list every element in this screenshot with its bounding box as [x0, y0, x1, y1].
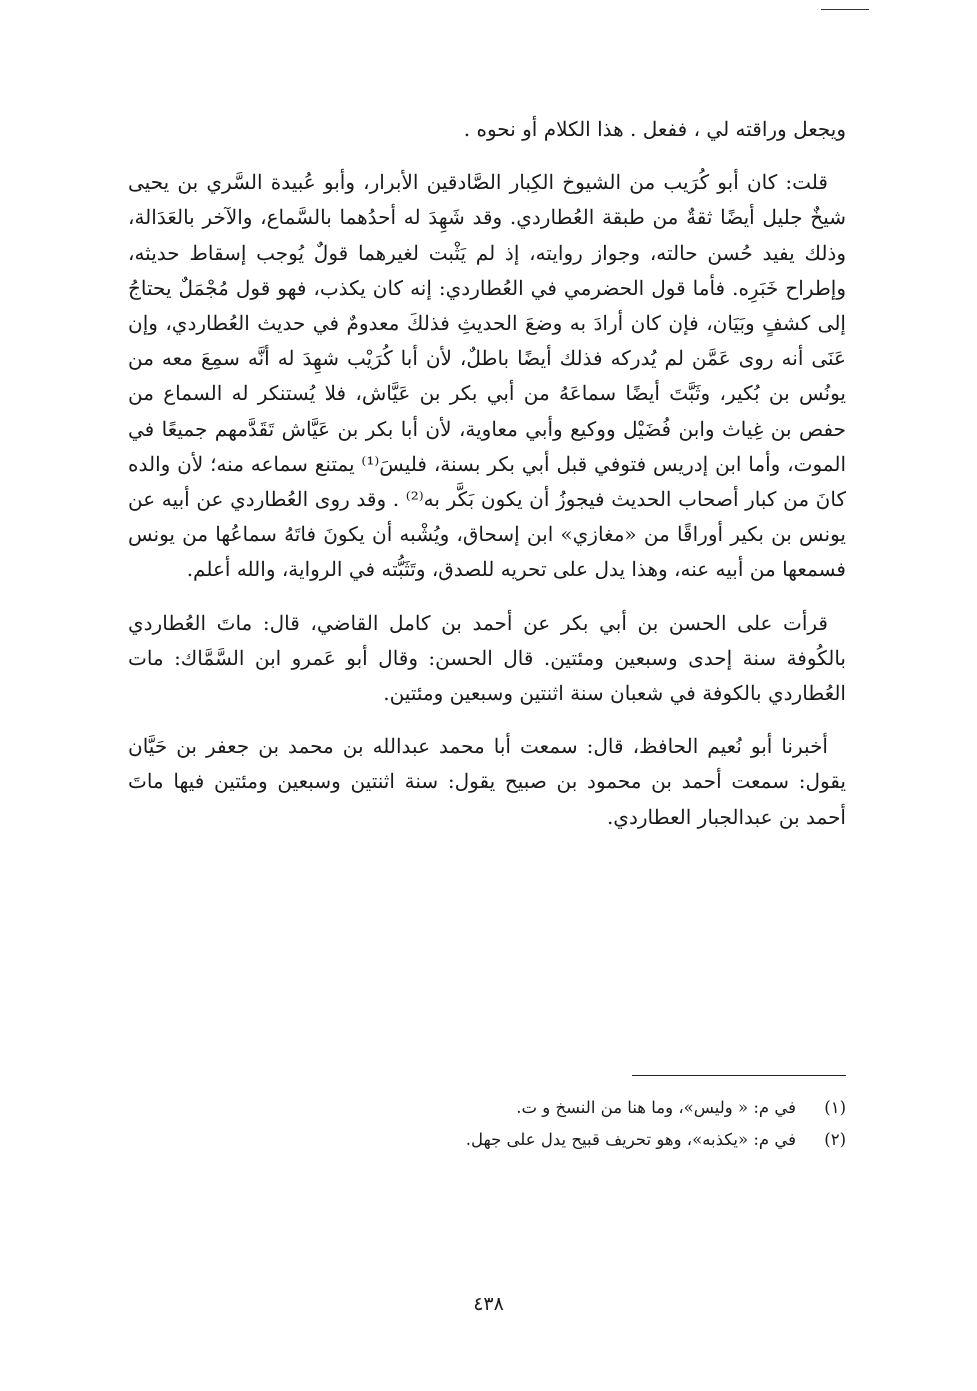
main-text [128, 112, 846, 853]
footnote-number: (٢) [824, 1130, 846, 1149]
paragraph-continuation: ويجعل وراقته لي ، ففعل . هذا الكلام أو نحوه . [463, 117, 846, 141]
header-rule [821, 9, 869, 10]
footnotes [128, 1092, 846, 1156]
page-number: ٤٣٨ [473, 1293, 504, 1315]
paragraph-commentary: قلت: كان أبو كُرَيب من الشيوخ الكِبار الصَّادقين الأبرار، وأبو عُبيدة السَّري بن يحيى شيخٌ جليل أيضًا ثقةٌ من طبقة العُطاردي. وقد شَهِدَ له أحدُهما بالسَّماع، والآخر بالعَدَالة، وذلك يفيد حُسن حالته، وجواز روايته، إذ لم يَثْبت لغيرهما قولٌ يُوجب إسقاط حديثه، وإطراح خَبَرِه. فأما قول الحضرمي في العُطاردي: إنه كان يكذب، فهو قول مُجْمَلٌ يحتاجُ إلى كشفٍ وبَيَان، فإن كان أرادَ به وضعَ الحديثِ فذلكَ معدومٌ في حديث العُطاردي، وإن عَنَى أنه روى عَمَّن لم يُدركه فذلك أيضًا باطلٌ، لأن أبا كُرَيْب شهِدَ له أنَّه سمِعَ معه من يونُس بن بُكير، وثَبَّتَ أيضًا سماعَهُ من أبي بكر بن عَيَّاش، فلا يُستنكر له السماع من حفص بن غِياث وابن فُضَيْل ووكيع وأبي معاوية، لأن أبا بكر بن عَيَّاش تَقَدَّمهم جميعًا في الموت، وأما ابن إدريس فتوفي قبل أبي بكر بسنة، فليسَ⁽¹⁾ يمتنع سماعه منه؛ لأن والده كانَ من كبار أصحاب الحديث فيجوزُ أن يكون بَكَّر به⁽²⁾ . وقد روى العُطاردي عن أبيه عن يونس بن بكير أوراقًا من «مغازي» ابن إسحاق، ويُشْبه أن يكونَ فاتَهُ سماعُها من يونس فسمعها من أبيه عنه، وهذا يدل على تحريه للصدق، وتَثَبُّته في الرواية، والله أعلم. [128, 170, 847, 582]
footnote [128, 1092, 846, 1124]
footnote-text: في م: «يكذبه»، وهو تحريف قبيح يدل على جهل. [465, 1130, 796, 1149]
footnote [128, 1124, 846, 1156]
paragraph-death-year: أخبرنا أبو نُعيم الحافظ، قال: سمعت أبا محمد عبدالله بن محمد بن جعفر بن حَيَّان يقول: سمعت أحمد بن محمود بن صبيح يقول: سنة اثنتين وسبعين ومئتين فيها ماتَ أحمد بن عبدالجبار العطاردي. [128, 734, 846, 829]
footnote-number: (١) [824, 1098, 846, 1117]
paragraph-death-report: قرأت على الحسن بن أبي بكر عن أحمد بن كامل القاضي، قال: ماتَ العُطاردي بالكُوفة سنة إحدى وسبعين ومئتين. قال الحسن: وقال أبو عَمرو ابن السَّمَّاك: مات العُطاردي بالكوفة في شعبان سنة اثنتين وسبعين ومئتين. [128, 610, 846, 706]
footnote-text: في م: « وليس»، وما هنا من النسخ و ت. [516, 1098, 796, 1117]
footnote-separator [632, 1075, 846, 1076]
